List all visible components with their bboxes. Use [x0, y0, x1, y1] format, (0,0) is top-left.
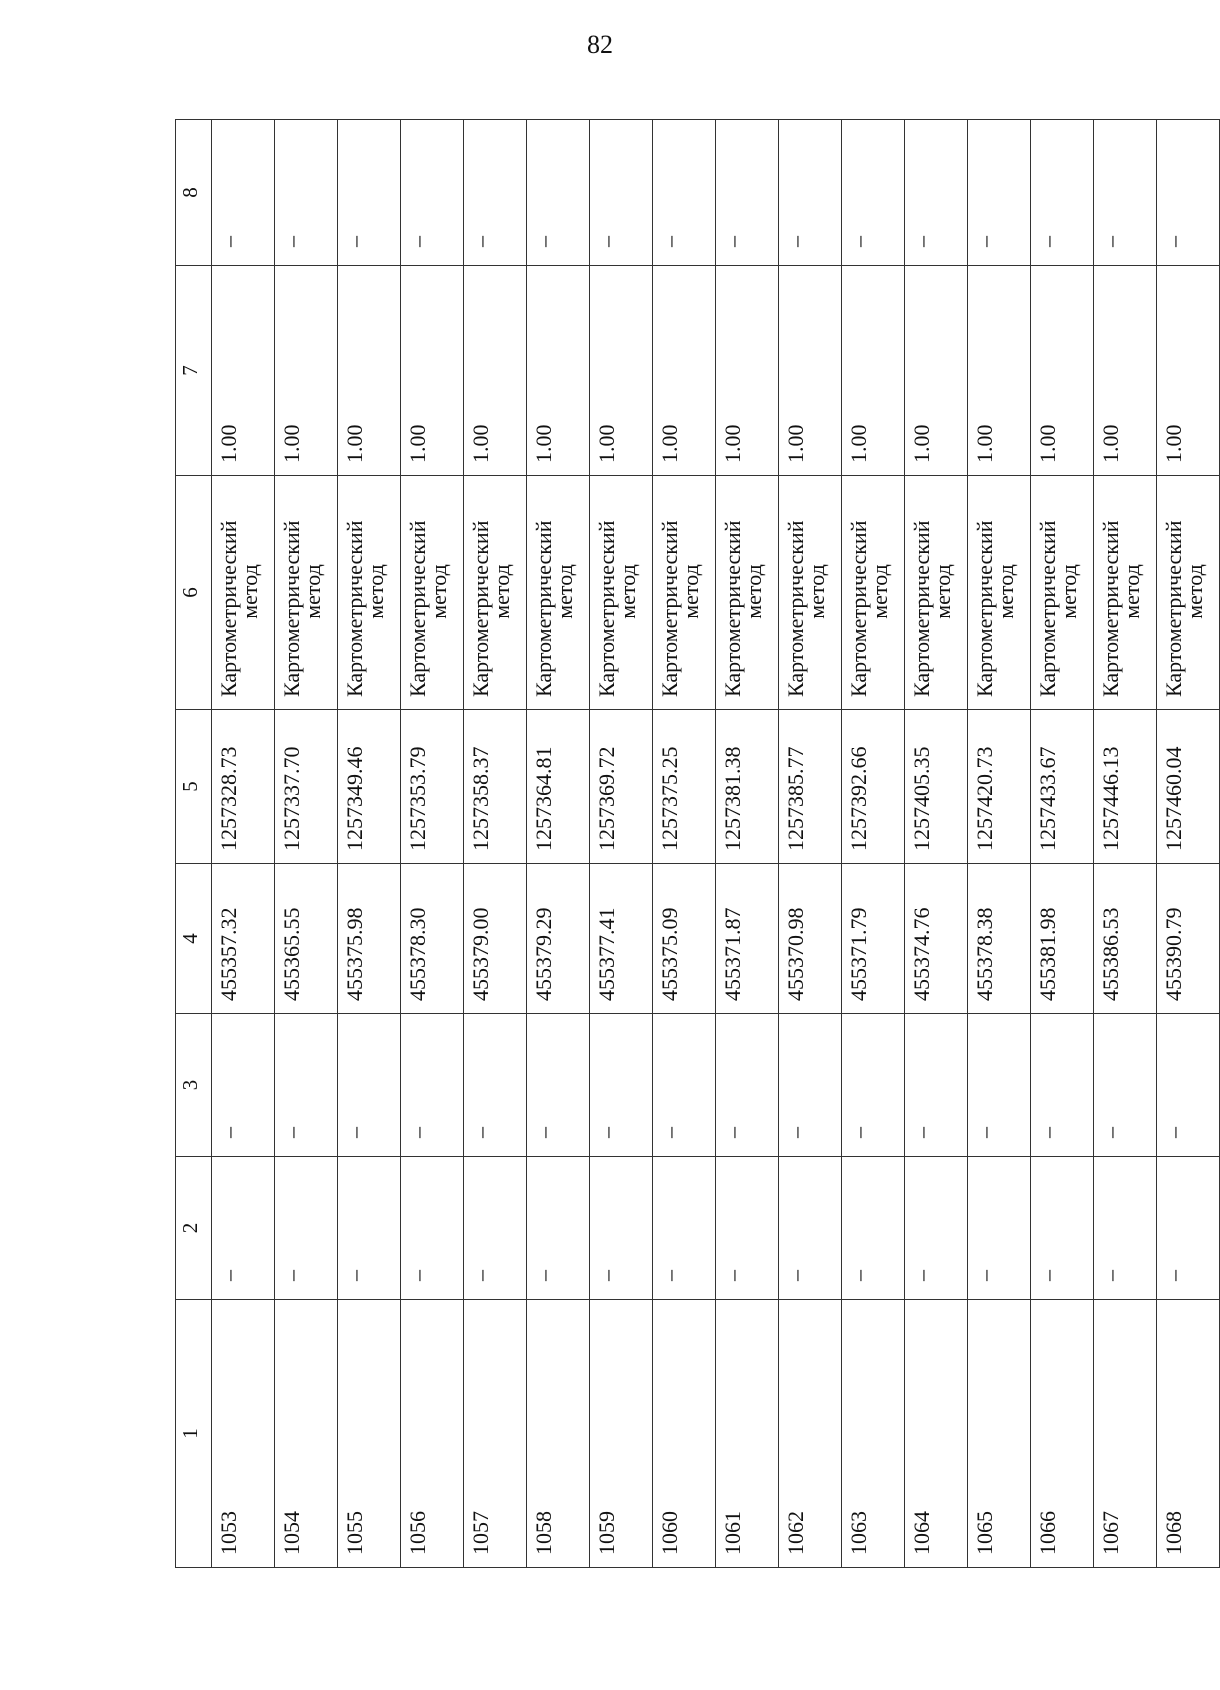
cell-x-coordinate: 455379.29 [527, 864, 590, 1014]
method-line-2: метод [300, 564, 325, 619]
cell-point-number: 1060 [653, 1300, 716, 1568]
method-line-2: метод [1119, 564, 1144, 619]
cell-col8: – [1094, 120, 1157, 266]
cell-col3: – [716, 1014, 779, 1157]
cell-method [716, 476, 779, 710]
cell-col3: – [212, 1014, 275, 1157]
cell-accuracy: 1.00 [275, 266, 338, 476]
cell-col3: – [1031, 1014, 1094, 1157]
table-body [176, 120, 1220, 1568]
cell-x-coordinate: 455377.41 [590, 864, 653, 1014]
method-line-1: Картометрический [216, 520, 241, 697]
cell-col8: – [275, 120, 338, 266]
rotated-table [175, 120, 1207, 1568]
header-cell-2: 2 [176, 1157, 212, 1300]
cell-col8: – [338, 120, 401, 266]
cell-col8: – [401, 120, 464, 266]
cell-method [842, 476, 905, 710]
header-cell-4: 4 [176, 864, 212, 1014]
method-line-2: метод [489, 564, 514, 619]
cell-accuracy: 1.00 [1031, 266, 1094, 476]
table-row [275, 120, 338, 1568]
cell-point-number: 1057 [464, 1300, 527, 1568]
cell-point-number: 1058 [527, 1300, 590, 1568]
method-line-1: Картометрический [1035, 520, 1060, 697]
cell-accuracy: 1.00 [653, 266, 716, 476]
cell-col3: – [464, 1014, 527, 1157]
table-row [779, 120, 842, 1568]
method-line-1: Картометрический [1161, 520, 1186, 697]
cell-accuracy: 1.00 [716, 266, 779, 476]
cell-col2: – [1157, 1157, 1220, 1300]
method-line-1: Картометрический [594, 520, 619, 697]
cell-x-coordinate: 455390.79 [1157, 864, 1220, 1014]
coordinates-table [175, 119, 1220, 1568]
cell-y-coordinate: 1257405.35 [905, 710, 968, 864]
table-row [653, 120, 716, 1568]
cell-method [464, 476, 527, 710]
cell-y-coordinate: 1257433.67 [1031, 710, 1094, 864]
cell-accuracy: 1.00 [905, 266, 968, 476]
method-line-2: метод [237, 564, 262, 619]
cell-point-number: 1055 [338, 1300, 401, 1568]
table-row [212, 120, 275, 1568]
table-row [527, 120, 590, 1568]
method-line-2: метод [615, 564, 640, 619]
cell-point-number: 1054 [275, 1300, 338, 1568]
cell-method [905, 476, 968, 710]
table-row [968, 120, 1031, 1568]
cell-x-coordinate: 455375.98 [338, 864, 401, 1014]
cell-col2: – [716, 1157, 779, 1300]
cell-y-coordinate: 1257358.37 [464, 710, 527, 864]
cell-method [968, 476, 1031, 710]
cell-y-coordinate: 1257369.72 [590, 710, 653, 864]
cell-y-coordinate: 1257392.66 [842, 710, 905, 864]
cell-col8: – [779, 120, 842, 266]
cell-col3: – [653, 1014, 716, 1157]
cell-point-number: 1053 [212, 1300, 275, 1568]
method-line-1: Картометрический [720, 520, 745, 697]
cell-col2: – [1094, 1157, 1157, 1300]
header-row [176, 120, 212, 1568]
method-line-1: Картометрический [909, 520, 934, 697]
method-line-2: метод [678, 564, 703, 619]
cell-x-coordinate: 455370.98 [779, 864, 842, 1014]
method-line-1: Картометрический [783, 520, 808, 697]
method-line-2: метод [1056, 564, 1081, 619]
table-row [1031, 120, 1094, 1568]
cell-method [212, 476, 275, 710]
cell-col3: – [1094, 1014, 1157, 1157]
page-number: 82 [587, 30, 613, 59]
cell-method [401, 476, 464, 710]
cell-col2: – [905, 1157, 968, 1300]
cell-accuracy: 1.00 [401, 266, 464, 476]
cell-col2: – [275, 1157, 338, 1300]
cell-col2: – [842, 1157, 905, 1300]
table-row [1157, 120, 1220, 1568]
cell-point-number: 1056 [401, 1300, 464, 1568]
method-line-1: Картометрический [657, 520, 682, 697]
cell-accuracy: 1.00 [464, 266, 527, 476]
cell-y-coordinate: 1257353.79 [401, 710, 464, 864]
header-cell-3: 3 [176, 1014, 212, 1157]
cell-method [1157, 476, 1220, 710]
method-line-1: Картометрический [405, 520, 430, 697]
cell-method [338, 476, 401, 710]
method-line-2: метод [804, 564, 829, 619]
cell-method [1094, 476, 1157, 710]
table-row [401, 120, 464, 1568]
cell-col3: – [842, 1014, 905, 1157]
cell-accuracy: 1.00 [590, 266, 653, 476]
coordinates-table-frame [175, 120, 1207, 1568]
method-line-2: метод [552, 564, 577, 619]
cell-accuracy: 1.00 [779, 266, 842, 476]
cell-method [1031, 476, 1094, 710]
method-line-2: метод [426, 564, 451, 619]
cell-col2: – [779, 1157, 842, 1300]
cell-col8: – [464, 120, 527, 266]
cell-col8: – [716, 120, 779, 266]
table-row [842, 120, 905, 1568]
cell-y-coordinate: 1257420.73 [968, 710, 1031, 864]
cell-x-coordinate: 455378.30 [401, 864, 464, 1014]
cell-method [527, 476, 590, 710]
cell-col8: – [1031, 120, 1094, 266]
cell-col8: – [653, 120, 716, 266]
cell-point-number: 1067 [1094, 1300, 1157, 1568]
cell-x-coordinate: 455365.55 [275, 864, 338, 1014]
method-line-2: метод [867, 564, 892, 619]
cell-col8: – [842, 120, 905, 266]
method-line-1: Картометрический [342, 520, 367, 697]
cell-point-number: 1061 [716, 1300, 779, 1568]
cell-x-coordinate: 455371.87 [716, 864, 779, 1014]
cell-x-coordinate: 455379.00 [464, 864, 527, 1014]
cell-y-coordinate: 1257337.70 [275, 710, 338, 864]
cell-point-number: 1064 [905, 1300, 968, 1568]
cell-col2: – [212, 1157, 275, 1300]
cell-x-coordinate: 455386.53 [1094, 864, 1157, 1014]
cell-col2: – [527, 1157, 590, 1300]
cell-method [590, 476, 653, 710]
cell-col3: – [779, 1014, 842, 1157]
table-row [905, 120, 968, 1568]
cell-col8: – [212, 120, 275, 266]
cell-col3: – [275, 1014, 338, 1157]
cell-y-coordinate: 1257364.81 [527, 710, 590, 864]
table-row [716, 120, 779, 1568]
cell-col2: – [968, 1157, 1031, 1300]
method-line-2: метод [993, 564, 1018, 619]
cell-col2: – [590, 1157, 653, 1300]
cell-accuracy: 1.00 [338, 266, 401, 476]
cell-accuracy: 1.00 [212, 266, 275, 476]
cell-col3: – [905, 1014, 968, 1157]
method-line-1: Картометрический [846, 520, 871, 697]
header-cell-5: 5 [176, 710, 212, 864]
cell-col2: – [1031, 1157, 1094, 1300]
method-line-1: Картометрический [468, 520, 493, 697]
cell-point-number: 1068 [1157, 1300, 1220, 1568]
cell-col3: – [527, 1014, 590, 1157]
cell-col2: – [653, 1157, 716, 1300]
cell-method [779, 476, 842, 710]
cell-y-coordinate: 1257328.73 [212, 710, 275, 864]
cell-point-number: 1062 [779, 1300, 842, 1568]
method-line-1: Картометрический [279, 520, 304, 697]
cell-y-coordinate: 1257381.38 [716, 710, 779, 864]
cell-method [653, 476, 716, 710]
method-line-2: метод [741, 564, 766, 619]
cell-col8: – [968, 120, 1031, 266]
cell-col8: – [527, 120, 590, 266]
cell-x-coordinate: 455378.38 [968, 864, 1031, 1014]
header-cell-6: 6 [176, 476, 212, 710]
cell-x-coordinate: 455381.98 [1031, 864, 1094, 1014]
cell-accuracy: 1.00 [527, 266, 590, 476]
method-line-1: Картометрический [531, 520, 556, 697]
cell-x-coordinate: 455374.76 [905, 864, 968, 1014]
cell-x-coordinate: 455371.79 [842, 864, 905, 1014]
cell-col3: – [401, 1014, 464, 1157]
cell-method [275, 476, 338, 710]
cell-y-coordinate: 1257446.13 [1094, 710, 1157, 864]
cell-y-coordinate: 1257375.25 [653, 710, 716, 864]
cell-point-number: 1065 [968, 1300, 1031, 1568]
cell-col8: – [905, 120, 968, 266]
cell-col8: – [590, 120, 653, 266]
cell-point-number: 1063 [842, 1300, 905, 1568]
cell-col3: – [590, 1014, 653, 1157]
cell-accuracy: 1.00 [1157, 266, 1220, 476]
cell-accuracy: 1.00 [1094, 266, 1157, 476]
table-row [338, 120, 401, 1568]
cell-y-coordinate: 1257460.04 [1157, 710, 1220, 864]
header-cell-8: 8 [176, 120, 212, 266]
cell-accuracy: 1.00 [842, 266, 905, 476]
header-cell-7: 7 [176, 266, 212, 476]
method-line-2: метод [930, 564, 955, 619]
cell-y-coordinate: 1257349.46 [338, 710, 401, 864]
cell-col2: – [401, 1157, 464, 1300]
cell-col3: – [338, 1014, 401, 1157]
cell-x-coordinate: 455375.09 [653, 864, 716, 1014]
method-line-2: метод [1182, 564, 1207, 619]
cell-accuracy: 1.00 [968, 266, 1031, 476]
cell-point-number: 1059 [590, 1300, 653, 1568]
cell-col8: – [1157, 120, 1220, 266]
method-line-1: Картометрический [1098, 520, 1123, 697]
table-row [590, 120, 653, 1568]
cell-x-coordinate: 455357.32 [212, 864, 275, 1014]
cell-col3: – [1157, 1014, 1220, 1157]
cell-col2: – [464, 1157, 527, 1300]
cell-y-coordinate: 1257385.77 [779, 710, 842, 864]
table-row [1094, 120, 1157, 1568]
cell-point-number: 1066 [1031, 1300, 1094, 1568]
cell-col3: – [968, 1014, 1031, 1157]
header-cell-1: 1 [176, 1300, 212, 1568]
cell-col2: – [338, 1157, 401, 1300]
method-line-1: Картометрический [972, 520, 997, 697]
method-line-2: метод [363, 564, 388, 619]
table-row [464, 120, 527, 1568]
